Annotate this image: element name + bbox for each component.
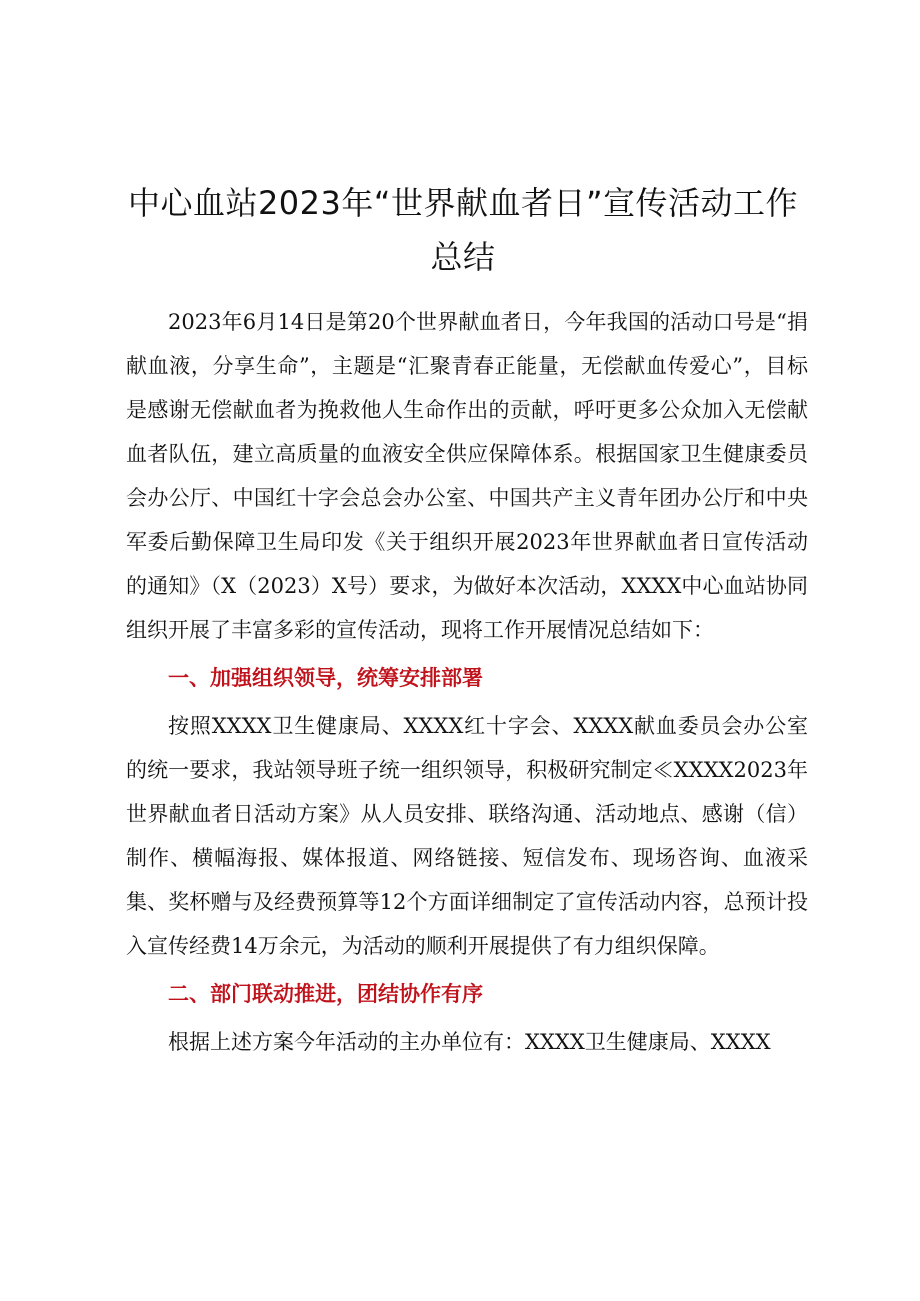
document-body bbox=[126, 300, 808, 1064]
section-2-paragraph: 根据上述方案今年活动的主办单位有：XXXX卫生健康局、XXXX bbox=[168, 1030, 771, 1054]
section-heading-2: 二、部门联动推进，团结协作有序 bbox=[168, 982, 483, 1006]
section-heading-1: 一、加强组织领导，统筹安排部署 bbox=[168, 666, 483, 690]
section-1-paragraph: 按照XXXX卫生健康局、XXXX红十字会、XXXX献血委员会办公室的统一要求，我站领导班子统一组织领导，积极研究制定≪XXXX2023年世界献血者日活动方案》从人员安排、联络沟通、活动地点、感谢（信）制作、横幅海报、媒体报道、网络链接、短信发布、现场咨询、血液采集、奖杯赠与及经费预算等12个方面详细制定了宣传活动内容，总预计投入宣传经费14万余元，为活动的顺利开展提供了有力组织保障。 bbox=[126, 714, 808, 958]
intro-paragraph: 2023年6月14日是第20个世界献血者日，今年我国的活动口号是“捐献血液，分享生命”，主题是“汇聚青春正能量，无偿献血传爱心”，目标是感谢无偿献血者为挽救他人生命作出的贡献，呼吁更多公众加入无偿献血者队伍，建立高质量的血液安全供应保障体系。根据国家卫生健康委员会办公厅、中国红十字会总会办公室、中国共产主义青年团办公厅和中央军委后勤保障卫生局印发《关于组织开展2023年世界献血者日宣传活动的通知》（X（2023）X号）要求，为做好本次活动，XXXX中心血站协同组织开展了丰富多彩的宣传活动，现将工作开展情况总结如下： bbox=[126, 310, 808, 642]
document-title: 中心血站2023年“世界献血者日”宣传活动工作总结 bbox=[127, 184, 799, 276]
